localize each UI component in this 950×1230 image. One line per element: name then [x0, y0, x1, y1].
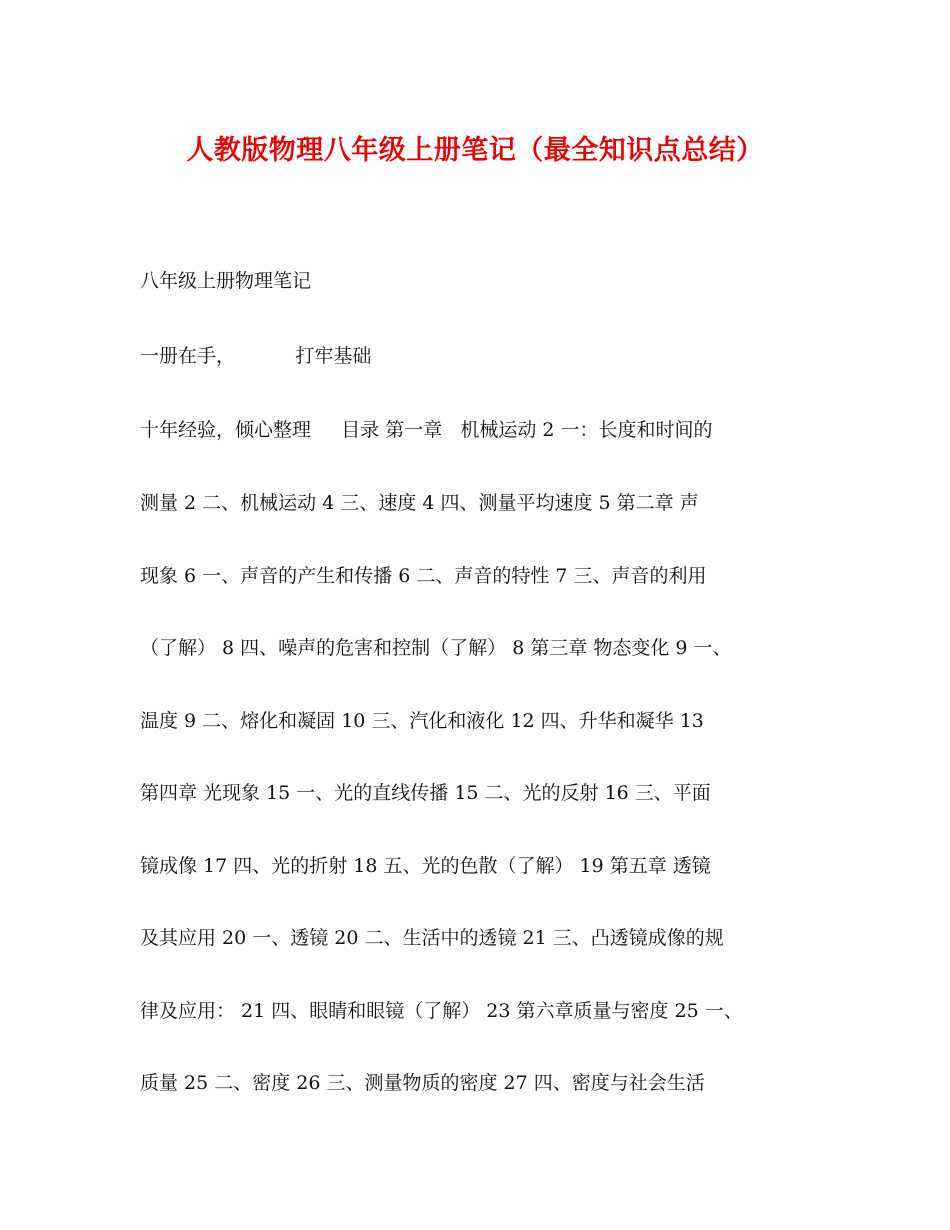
body-line-toc-3: 现象 6 一、声音的产生和传播 6 二、声音的特性 7 三、声音的利用 [140, 565, 707, 587]
body-line-toc-1: 十年经验，倾心整理 目录 第一章 机械运动 2 一：长度和时间的 [140, 419, 713, 441]
body-line-toc-6: 第四章 光现象 15 一、光的直线传播 15 二、光的反射 16 三、平面 [140, 782, 711, 804]
body-line-toc-7: 镜成像 17 四、光的折射 18 五、光的色散（了解） 19 第五章 透镜 [140, 855, 711, 877]
body-line-toc-8: 及其应用 20 一、透镜 20 二、生活中的透镜 21 三、凸透镜成像的规 [140, 927, 724, 949]
body-line-toc-9: 律及应用： 21 四、眼睛和眼镜（了解） 23 第六章质量与密度 25 一、 [140, 1000, 743, 1022]
body-line-toc-2: 测量 2 二、机械运动 4 三、速度 4 四、测量平均速度 5 第二章 声 [140, 492, 699, 514]
body-line-subtitle: 八年级上册物理笔记 [140, 270, 312, 292]
body-line-toc-5: 温度 9 二、熔化和凝固 10 三、汽化和液化 12 四、升华和凝华 13 [140, 710, 704, 732]
body-line-slogan-1: 一册在手， 打牢基础 [140, 345, 372, 367]
body-line-toc-4: （了解） 8 四、噪声的危害和控制（了解） 8 第三章 物态变化 9 一、 [140, 637, 732, 659]
document-title: 人教版物理八年级上册笔记（最全知识点总结） [186, 135, 764, 166]
body-line-toc-10: 质量 25 二、密度 26 三、测量物质的密度 27 四、密度与社会生活 [140, 1072, 705, 1094]
